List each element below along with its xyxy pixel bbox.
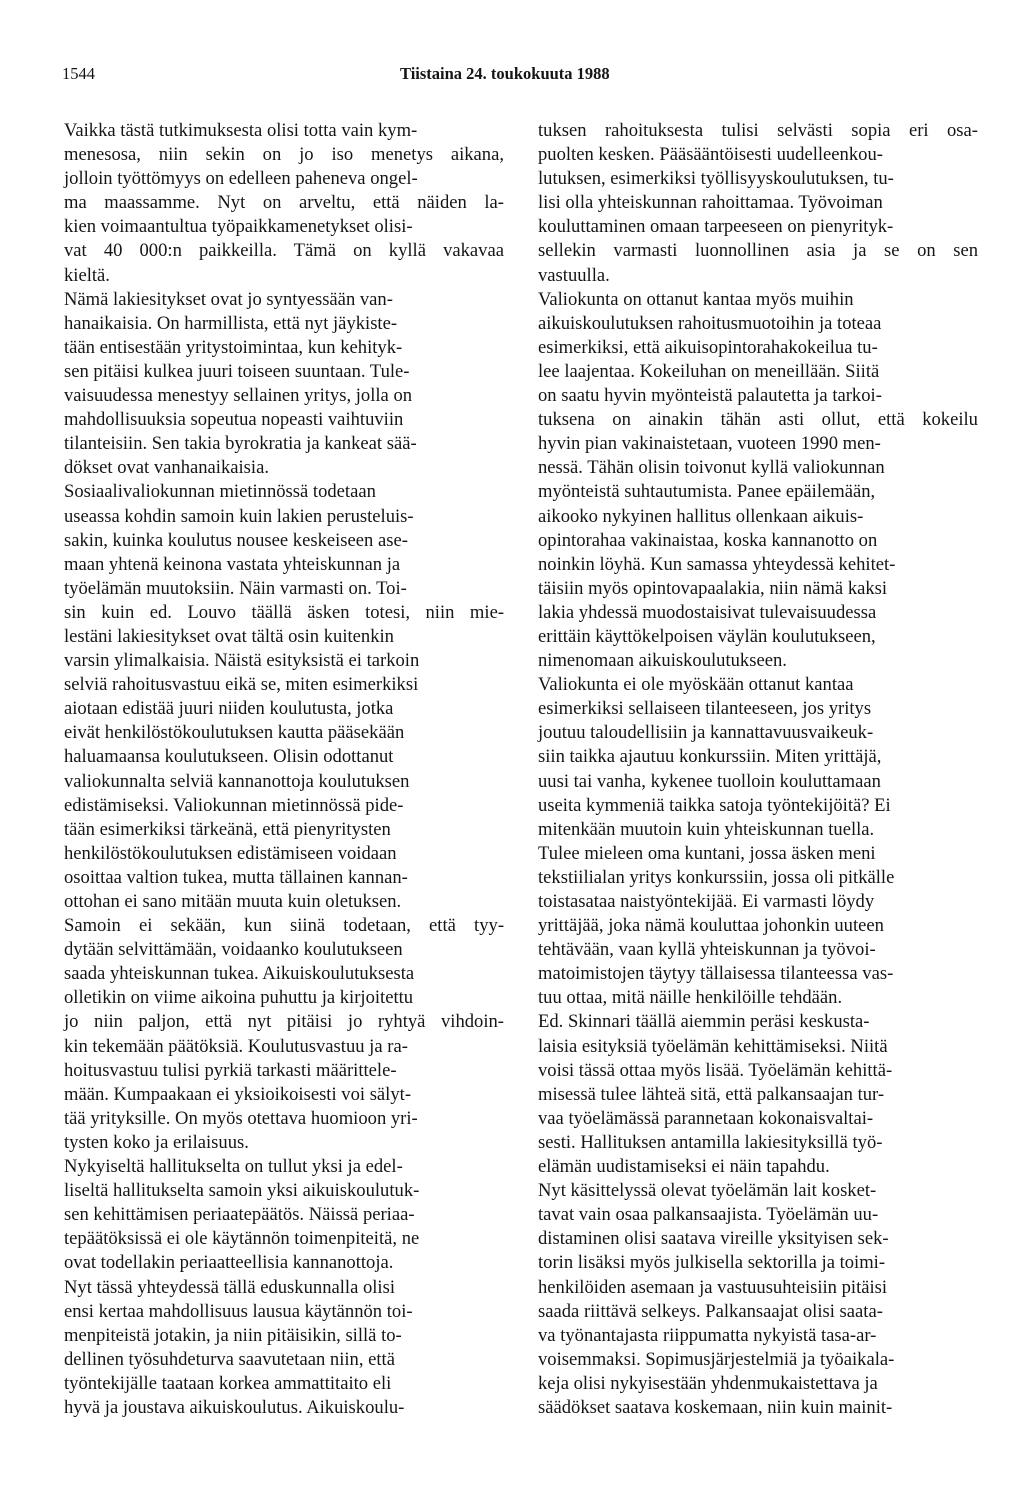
text-line: tuksena on ainakin tähän asti ollut, että kokeilu: [538, 409, 978, 431]
text-line: yrittäjää, joka nämä kouluttaa johonkin uuteen: [538, 915, 884, 937]
text-line: tehtävään, vaan kyllä yhteiskunnan ja työvoi-: [538, 939, 876, 961]
text-line: esimerkiksi sellaiseen tilanteeseen, jos yritys: [538, 698, 872, 720]
text-line: on saatu hyvin myönteistä palautetta ja tarkoi-: [538, 385, 882, 407]
text-line: jolloin työttömyys on edelleen paheneva ongel-: [64, 168, 418, 190]
text-line: joutuu taloudellisiin ja kannattavuusvaikeuk-: [538, 722, 874, 744]
text-line: varsin ylimalkaisia. Näistä esityksistä ei tarkoin: [64, 650, 420, 672]
text-line: elämän uudistamiseksi ei näin tapahdu.: [538, 1156, 830, 1178]
text-line: tekstiilialan yritys konkurssiin, jossa oli pitkälle: [538, 866, 895, 888]
text-line: Nykyiseltä hallitukselta on tullut yksi ja edel-: [64, 1156, 403, 1178]
text-line: Samoin ei sekään, kun siinä todetaan, että tyy-: [64, 915, 505, 937]
text-line: nessä. Tähän olisin toivonut kyllä valiokunnan: [538, 457, 885, 479]
text-line: hanaikaisia. On harmillista, että nyt jäykiste-: [64, 312, 398, 334]
text-line: jo niin paljon, että nyt pitäisi jo ryhtyä vihdoin-: [64, 1011, 504, 1033]
text-line: sen kehittämisen periaatepäätös. Näissä periaa-: [64, 1204, 415, 1226]
text-line: Tulee mieleen oma kuntani, jossa äsken meni: [538, 842, 876, 864]
text-line: dökset ovat vanhanaikaisia.: [64, 457, 269, 479]
text-line: kien voimaantultua työpaikkamenetykset olisi-: [64, 216, 413, 238]
text-line: lutuksen, esimerkiksi työllisyyskoulutuksen, tu-: [538, 168, 894, 190]
text-line: sellekin varmasti luonnollinen asia ja se on sen: [538, 240, 979, 262]
text-line: tilanteisiin. Sen takia byrokratia ja kankeat sää-: [64, 433, 417, 455]
text-line: lee laajentaa. Kokeiluhan on meneillään. Siitä: [538, 360, 880, 382]
text-line: puolten kesken. Pääsääntöisesti uudelleenkou-: [538, 144, 883, 166]
text-line: aiotaan edistää juuri niiden koulutusta, jotka: [64, 698, 394, 720]
text-column-left: [64, 119, 504, 1420]
text-line: selviä rahoitusvastuu eikä se, miten esimerkiksi: [64, 674, 419, 696]
text-line: ovat todellakin periaatteellisia kannanottoja.: [64, 1252, 394, 1274]
text-line: noinkin löyhä. Kun samassa yhteydessä kehitet-: [538, 553, 896, 575]
page-header: [62, 64, 962, 88]
text-line: kieltä.: [64, 264, 110, 286]
text-line: ma maassamme. Nyt on arveltu, että näiden la-: [64, 192, 504, 214]
text-line: työelämän muutoksiin. Näin varmasti on. Toi-: [64, 577, 407, 599]
text-line: vastuulla.: [538, 264, 610, 286]
text-line: va työnantajasta riippumatta nykyistä tasa-ar-: [538, 1324, 877, 1346]
text-line: työntekijälle taataan korkea ammattitaito eli: [64, 1372, 392, 1394]
text-line: edistämiseksi. Valiokunnan mietinnössä pide-: [64, 794, 404, 816]
text-line: henkilöiden asemaan ja vastuusuhteisiin pitäisi: [538, 1276, 888, 1298]
text-line: sin kuin ed. Louvo täällä äsken totesi, niin mie-: [64, 601, 505, 623]
text-line: ottohan ei sano mitään muuta kuin oletuksen.: [64, 891, 402, 912]
text-line: useassa kohdin samoin kuin lakien perusteluis-: [64, 505, 414, 527]
text-line: voisemmaksi. Sopimusjärjestelmiä ja työaikala-: [538, 1348, 895, 1370]
text-line: tepäätöksissä ei ole käytännön toimenpiteitä, ne: [64, 1228, 420, 1250]
text-line: kouluttaminen omaan tarpeeseen on pienyrityk-: [538, 216, 894, 238]
text-line: tään entisestään yritystoimintaa, kun kehityk-: [64, 336, 403, 358]
text-line: mahdollisuuksia sopeutua nopeasti vaihtuviin: [64, 409, 404, 431]
text-line: olletikin on viime aikoina puhuttu ja kirjoitettu: [64, 987, 414, 1009]
text-line: maan yhtenä keinona vastata yhteiskunnan ja: [64, 553, 401, 575]
text-line: Sosiaalivaliokunnan mietinnössä todetaan: [64, 481, 376, 503]
text-line: Nyt käsittelyssä olevat työelämän lait kosket-: [538, 1180, 877, 1202]
text-line: ensi kertaa mahdollisuus lausua käytännön toi-: [64, 1300, 413, 1322]
text-line: henkilöstökoulutuksen edistämiseen voidaan: [64, 842, 397, 864]
text-line: tysten koko ja erilaisuus.: [64, 1131, 249, 1153]
text-line: aikuiskoulutuksen rahoitusmuotoihin ja toteaa: [538, 312, 882, 334]
text-line: distaminen olisi saatava vireille yksityisen sek-: [538, 1228, 889, 1250]
page-number: 1544: [62, 64, 95, 83]
text-line: myönteistä suhtautumista. Panee epäilemään,: [538, 481, 876, 503]
text-line: hyvin pian vakinaistetaan, vuoteen 1990 men-: [538, 433, 881, 455]
text-line: valiokunnalta selviä kannanottoja koulutuksen: [64, 770, 410, 792]
text-line: laisia esityksiä työelämän kehittämiseksi. Niitä: [538, 1035, 888, 1057]
text-line: vaa työelämässä parannetaan kokonaisvaltai-: [538, 1107, 874, 1129]
text-line: sesti. Hallituksen antamilla lakiesityksillä työ-: [538, 1131, 883, 1153]
text-line: erittäin käyttökelpoisen väylän koulutukseen,: [538, 625, 876, 647]
text-line: voisi tässä ottaa myös lisää. Työelämän kehittä-: [538, 1059, 893, 1081]
text-line: torin lisäksi myös julkisella sektorilla ja toimi-: [538, 1252, 886, 1274]
text-line: keja olisi nykyisestään yhdenmukaistettava ja: [538, 1372, 878, 1394]
text-line: hyvä ja joustava aikuiskoulutus. Aikuiskoulu-: [64, 1396, 405, 1418]
text-line: Nyt tässä yhteydessä tällä eduskunnalla olisi: [64, 1276, 396, 1298]
text-line: toistasataa naistyöntekijää. Ei varmasti löydy: [538, 891, 875, 912]
text-line: dytään selvittämään, voidaanko koulutukseen: [64, 939, 403, 961]
text-line: tuu ottaa, mitä näille henkilöille tehdään.: [538, 987, 843, 1009]
text-line: aikooko nykyinen hallitus ollenkaan aikuis-: [538, 505, 864, 527]
text-line: tavat vain osaa palkansaajista. Työelämän uu-: [538, 1204, 879, 1226]
text-line: misessä tulee lähteä sitä, että palkansaajan tur-: [538, 1083, 885, 1105]
text-line: useita kymmeniä taikka satoja työntekijöitä? Ei: [538, 794, 891, 816]
text-line: saada yhteiskunnan tukea. Aikuiskoulutuksesta: [64, 963, 415, 985]
text-line: tää yrityksille. On myös otettava huomioon yri-: [64, 1107, 418, 1129]
text-line: osoittaa valtion tukea, mutta tällainen kannan-: [64, 866, 408, 888]
text-line: Valiokunta on ottanut kantaa myös muihin: [538, 288, 854, 310]
text-line: uusi tai vanha, kykenee tuolloin kouluttamaan: [538, 770, 881, 792]
text-line: säädökset saatava koskemaan, niin kuin mainit-: [538, 1396, 893, 1418]
text-line: tään esimerkiksi tärkeänä, että pienyritysten: [64, 818, 391, 840]
text-line: vat 40 000:n paikkeilla. Tämä on kyllä vakavaa: [64, 240, 504, 262]
text-line: nimenomaan aikuiskoulutukseen.: [538, 650, 787, 672]
text-line: siin taikka ajautuu konkurssiin. Miten yrittäjä,: [538, 746, 882, 768]
text-line: täisiin myös opintovapaalakia, niin nämä kaksi: [538, 577, 888, 599]
text-line: Valiokunta ei ole myöskään ottanut kantaa: [538, 674, 854, 696]
text-line: liseltä hallitukselta samoin yksi aikuiskoulutuk-: [64, 1180, 420, 1202]
text-line: opintorahaa vakinaistaa, koska kannanotto on: [538, 529, 878, 551]
text-line: eivät henkilöstökoulutuksen kautta pääsekään: [64, 722, 405, 744]
text-line: Nämä lakiesitykset ovat jo syntyessään van-: [64, 288, 393, 310]
text-line: sakin, kuinka koulutus nousee keskeiseen ase-: [64, 529, 408, 551]
text-line: kin tekemään päätöksiä. Koulutusvastuu ja ra-: [64, 1035, 408, 1057]
text-line: haluamaansa koulutukseen. Olisin odottanut: [64, 746, 394, 768]
text-line: menesosa, niin sekin on jo iso menetys aikana,: [64, 144, 505, 166]
text-line: lakia yhdessä muodostaisivat tulevaisuudessa: [538, 601, 877, 623]
text-line: Vaikka tästä tutkimuksesta olisi totta vain kym-: [64, 120, 418, 141]
text-line: mitenkään muutoin kuin yhteiskunnan tuella.: [538, 818, 875, 840]
text-line: sen pitäisi kulkea juuri toiseen suuntaan. Tule-: [64, 360, 410, 382]
text-line: dellinen työsuhdeturva saavutetaan niin, että: [64, 1348, 395, 1370]
text-line: lisi olla yhteiskunnan rahoittamaa. Työvoiman: [538, 192, 883, 214]
text-line: mään. Kumpaakaan ei yksioikoisesti voi sälyt-: [64, 1083, 412, 1105]
text-line: tuksen rahoituksesta tulisi selvästi sopia eri osa-: [538, 120, 978, 141]
text-line: esimerkiksi, että aikuisopintorahakokeilua tu-: [538, 336, 878, 358]
text-line: lestäni lakiesitykset ovat tältä osin kuitenkin: [64, 625, 394, 647]
text-line: saada riittävä selkeys. Palkansaajat olisi saata-: [538, 1300, 883, 1322]
text-column-right: [538, 119, 978, 1420]
header-date: Tiistaina 24. toukokuuta 1988: [400, 64, 610, 83]
text-line: menpiteistä jotakin, ja niin pitäisikin, sillä to-: [64, 1324, 402, 1346]
text-line: matoimistojen täytyy tällaisessa tilanteessa vas-: [538, 963, 894, 985]
text-line: Ed. Skinnari täällä aiemmin peräsi keskusta-: [538, 1011, 870, 1033]
text-line: hoitusvastuu tulisi pyrkiä tarkasti määrittele-: [64, 1059, 397, 1081]
text-line: vaisuudessa menestyy sellainen yritys, jolla on: [64, 385, 413, 407]
